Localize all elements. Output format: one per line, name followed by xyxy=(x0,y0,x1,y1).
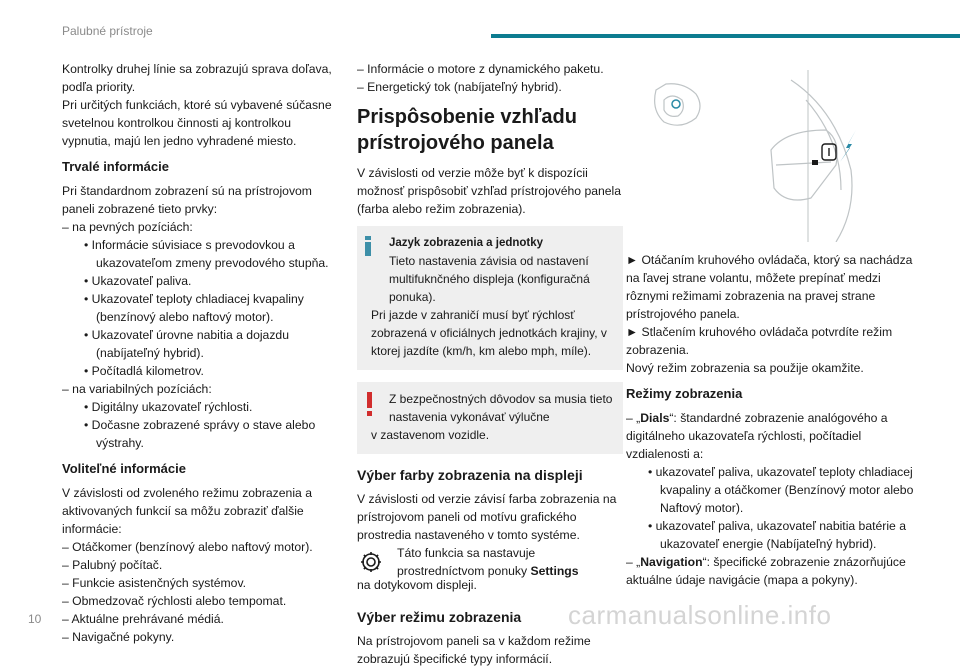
watermark: carmanualsonline.info xyxy=(568,600,832,630)
column-left xyxy=(62,60,332,646)
section-heading: Prispôsobenie vzhľadu prístrojového panela xyxy=(357,106,577,154)
warning-note-text-rest: v zastavenom vozidle. xyxy=(371,428,490,442)
optional-info-heading: Voliteľné informácie xyxy=(62,461,186,476)
gear-icon xyxy=(357,548,385,576)
optional-item: – Otáčkomer (benzínový alebo naftový motor). xyxy=(62,540,313,554)
info-note-title: Jazyk zobrazenia a jednotky xyxy=(389,237,544,249)
permanent-info-heading: Trvalé informácie xyxy=(62,159,169,174)
dials-item: • ukazovateľ paliva, ukazovateľ teploty chladiacej kvapaliny a otáčkomer (Benzínový motor alebo Naftový motor). xyxy=(648,465,914,515)
column-right xyxy=(626,251,918,589)
variable-item: • Digitálny ukazovateľ rýchlosti. xyxy=(84,400,253,414)
column-middle xyxy=(357,60,623,668)
header-accent-bar xyxy=(491,34,960,38)
optional-item: – Aktuálne prehrávané médiá. xyxy=(62,612,224,626)
settings-instruction xyxy=(357,544,623,580)
settings-line-1: Táto funkcia sa nastavuje prostredníctvom ponuky xyxy=(397,546,536,578)
header-section-title: Palubné prístroje xyxy=(62,24,153,38)
step-1: ► Otáčaním kruhového ovládača, ktorý sa nachádza na ľavej strane volantu, môžete prepínať medzi rôznymi režimami zobrazenia na pravej strane prístrojového panela. xyxy=(626,253,913,321)
section-intro-text: V závislosti od verzie môže byť k dispozícii možnosť prispôsobiť vzhľad prístrojového panela (farba alebo režim zobrazenia). xyxy=(357,166,622,216)
optional-info-text: V závislosti od zvoleného režimu zobrazenia a aktivovaných funkcií sa môžu zobraziť ďalšie informácie: xyxy=(62,486,312,536)
dials-description xyxy=(626,409,918,463)
nav-prefix: – „ xyxy=(626,555,641,569)
fixed-item: • Ukazovateľ paliva. xyxy=(84,274,192,288)
variable-positions-label: – na variabilných pozíciách: xyxy=(62,382,212,396)
dials-label: Dials xyxy=(640,411,670,425)
warning-icon xyxy=(367,392,372,418)
fixed-item: • Ukazovateľ teploty chladiacej kvapaliny (benzínový alebo naftový motor). xyxy=(84,292,304,324)
energy-flow-item: – Energetický tok (nabíjateľný hybrid). xyxy=(357,80,562,94)
warning-note-text: Z bezpečnostných dôvodov sa musia tieto nastavenia vykonávať výlučne xyxy=(389,392,613,424)
fixed-item: • Ukazovateľ úrovne nabitia a dojazdu (nabíjateľný hybrid). xyxy=(84,328,289,360)
step-2: ► Stlačením kruhového ovládača potvrdíte režim zobrazenia. xyxy=(626,325,893,357)
engine-info-item: – Informácie o motore z dynamického paketu. xyxy=(357,62,604,76)
info-note-line-2: Pri jazde v zahraničí musí byť rýchlosť zobrazená v oficiálnych jednotkách krajiny, v ktorej jazdíte (km/h, km alebo mph, míle). xyxy=(371,308,607,358)
warning-note xyxy=(357,382,623,454)
step-3: Nový režim zobrazenia sa použije okamžite. xyxy=(626,361,864,375)
intro-paragraph-2: Pri určitých funkciách, ktoré sú vybavené súčasne svetelnou kontrolkou činnosti aj kontrolkou vypnutia, majú len jedno vyhradené miesto. xyxy=(62,98,332,148)
navigation-label: Navigation xyxy=(640,555,703,569)
mode-text: Na prístrojovom paneli sa v každom režime zobrazujú špecifické typy informácií. xyxy=(357,634,591,666)
modes-heading: Režimy zobrazenia xyxy=(626,386,743,401)
color-text: V závislosti od verzie závisí farba zobrazenia na prístrojovom paneli od motívu grafického prostredia nastaveného v tomto systéme. xyxy=(357,492,617,542)
fixed-positions-label: – na pevných pozíciách: xyxy=(62,220,193,234)
info-icon xyxy=(365,236,371,256)
dials-item: • ukazovateľ paliva, ukazovateľ nabitia batérie a ukazovateľ energie (Nabíjateľný hybrid). xyxy=(648,519,906,551)
info-note-line-1: Tieto nastavenia závisia od nastavení multifuknčného displeja (konfiguračná ponuka). xyxy=(389,254,590,304)
fixed-item: • Počítadlá kilometrov. xyxy=(84,364,204,378)
variable-item: • Dočasne zobrazené správy o stave alebo výstrahy. xyxy=(84,418,316,450)
mode-heading: Výber režimu zobrazenia xyxy=(357,609,522,625)
info-note xyxy=(357,226,623,370)
navigation-description xyxy=(626,553,918,589)
page-number: 10 xyxy=(28,612,42,626)
fixed-item: • Informácie súvisiace s prevodovkou a ukazovateľom zmeny prevodového stupňa. xyxy=(84,238,329,270)
optional-item: – Palubný počítač. xyxy=(62,558,163,572)
steering-wheel-mini xyxy=(672,100,680,108)
color-heading: Výber farby zobrazenia na displeji xyxy=(357,467,583,483)
intro-paragraph-1: Kontrolky druhej línie sa zobrazujú sprava doľava, podľa priority. xyxy=(62,62,332,94)
optional-item: – Obmedzovač rýchlosti alebo tempomat. xyxy=(62,594,287,608)
optional-item: – Navigačné pokyny. xyxy=(62,630,175,644)
settings-menu-name: Settings xyxy=(530,564,579,578)
navigation-text: “: špecifické zobrazenie znázorňujúce aktuálne údaje navigácie (mapa a pokyny). xyxy=(626,555,906,587)
steering-wheel-illustration xyxy=(636,70,926,242)
arrow-indicator xyxy=(840,130,856,162)
dials-prefix: – „ xyxy=(626,411,641,425)
dials-text: “: štandardné zobrazenie analógového a digitálneho ukazovateľa rýchlosti, počítadiel vzdialenosti a: xyxy=(626,411,888,461)
optional-item: – Funkcie asistenčných systémov. xyxy=(62,576,247,590)
settings-line-2: na dotykovom displeji. xyxy=(357,578,477,592)
permanent-info-text: Pri štandardnom zobrazení sú na prístrojovom paneli zobrazené tieto prvky: xyxy=(62,184,312,216)
